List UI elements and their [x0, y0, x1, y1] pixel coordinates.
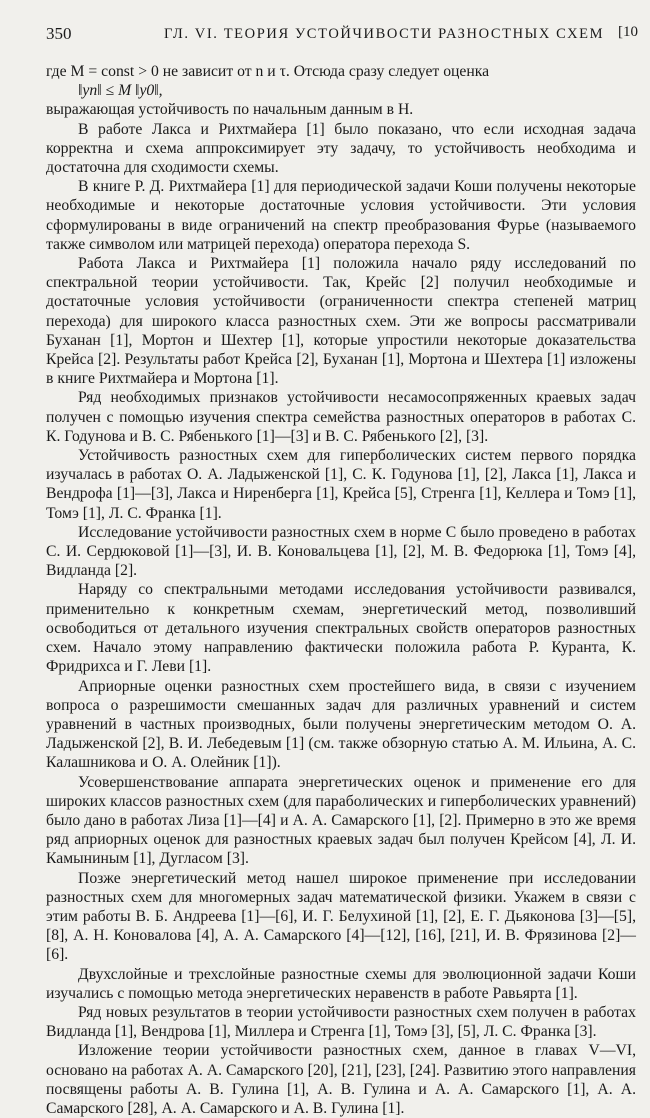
paragraph: Априорные оценки разностных схем простейшего вида, в связи с изучением вопроса о разрешимости смешанных задач для различных уравнений и систем уравнений в частных производных, были получены энергетическим методом О. А. Ладыженской [2], В. И. Лебедевым [1] (см. также обзорную статью А. М. Ильина, А. С. Калашникова и О. А. Олейник [1]).: [46, 677, 636, 772]
running-header: [46, 24, 638, 48]
chapter-title: ГЛ. VI. ТЕОРИЯ УСТОЙЧИВОСТИ РАЗНОСТНЫХ СХЕМ: [164, 26, 605, 42]
paragraph: Ряд новых результатов в теории устойчивости разностных схем получен в работах Видланда [1], Вендрова [1], Миллера и Стренга [1], Томэ [3], [5], Л. С. Франка [3].: [46, 1003, 636, 1041]
paragraph: Работа Лакса и Рихтмайера [1] положила начало ряду исследований по спектральной теории устойчивости. Так, Крейс [2] получил необходимые и достаточные условия устойчивости (ограниченности спектра степеней матриц перехода) для широкого класса разностных схем. Эти же вопросы рассматривали Буханан [1], Мортон и Шехтер [1], которые упростили некоторые доказательства Крейса [2]. Результаты работ Крейса [2], Буханан [1], Мортона и Шехтера [1] изложены в книге Рихтмайера и Мортона [1].: [46, 255, 636, 388]
paragraph: Наряду со спектральными методами исследования устойчивости развивался, применительно к конкретным схемам, энергетический метод, позволивший освободиться от детального изучения спектральных свойств операторов разностных схем. Начало этому направлению фактически положила работа Р. Куранта, К. Фридрихса и Г. Леви [1].: [46, 581, 636, 676]
paragraph: Изложение теории устойчивости разностных схем, данное в главах V—VI, основано на работах А. А. Самарского [20], [21], [23], [24]. Развитию этого направления посвящены работы А. В. Гулина [1], А. В. Гулина и А. А. Самарского [1], А. А. Самарского [28], А. А. Самарского и А. В. Гулина [1].: [46, 1042, 636, 1117]
paragraph: В работе Лакса и Рихтмайера [1] было показано, что если исходная задача корректна и схема аппроксимирует эту задачу, то устойчивость необходима и достаточна для сходимости схемы.: [46, 120, 636, 177]
paragraph: Усовершенствование аппарата энергетических оценок и применение его для широких классов разностных схем (для параболических и гиперболических уравнений) было дано в работах Лиза [1]—[4] и А. А. Самарского [1], [2]. Примерно в это же время ряд априорных оценок для разностных краевых задач был получен Крейсом [4], Л. И. Камыниным [1], Дугласом [3].: [46, 773, 636, 868]
paragraph: Ряд необходимых признаков устойчивости несамосопряженных краевых задач получен с помощью изучения спектра семейства разностных операторов в работах С. К. Годунова и В. С. Рябенького [1]—[3] и В. С. Рябенького [2], [3].: [46, 389, 636, 445]
paragraph: Позже энергетический метод нашел широкое применение при исследовании разностных схем для многомерных задач математической физики. Укажем в связи с этим работы В. Б. Андреева [1]—[6], И. Г. Белухиной [1], [2], Е. Г. Дьяконова [3]—[5], [8], А. Н. Коновалова [4], А. А. Самарского [4]—[12], [16], [21], И. В. Фрязинова [2]—[6].: [46, 869, 636, 964]
stability-formula: ‖yn‖ ≤ M ‖y0‖,: [78, 82, 163, 100]
intro-line: где M = const > 0 не зависит от n и τ. Отсюда сразу следует оценка: [46, 63, 490, 80]
page-body: [46, 62, 636, 1118]
paragraph: Исследование устойчивости разностных схем в норме C было проведено в работах С. И. Сердюковой [1]—[3], И. В. Коновальцева [1], [2], М. В. Федорюка [1], Томэ [4], Видланда [2].: [46, 523, 636, 580]
section-number: [10: [618, 24, 638, 40]
paragraph: Устойчивость разностных схем для гиперболических систем первого порядка изучалась в работах О. А. Ладыженской [1], С. К. Годунова [1], [2], Лакса [1], Лакса и Вендрофа [1]—[3], Лакса и Ниренберга [1], Крейса [5], Стренга [1], Келлера и Томэ [1], Томэ [1], Л. С. Франка [1].: [46, 447, 636, 522]
paragraph: выражающая устойчивость по начальным данным в H.: [46, 101, 414, 119]
page-number: 350: [46, 24, 72, 43]
paragraph: В книге Р. Д. Рихтмайера [1] для периодической задачи Коши получены некоторые необходимые и некоторые достаточные условия устойчивости. Эти условия сформулированы в виде ограничений на спектр преобразования Фурье (называемого также символом или матрицей перехода) оператора перехода S.: [46, 178, 636, 253]
paragraph: Двухслойные и трехслойные разностные схемы для эволюционной задачи Коши изучались с помощью метода энергетических неравенств в работе Равьярта [1].: [46, 965, 636, 1002]
